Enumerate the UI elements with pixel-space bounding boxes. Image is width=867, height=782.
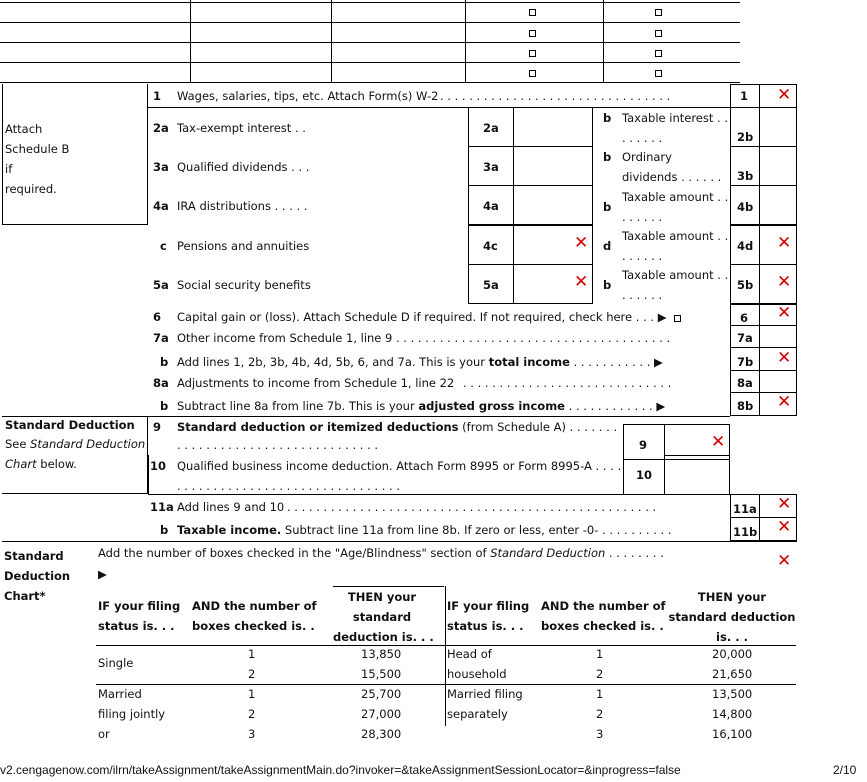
chart-head-then-2: THEN your standard deduction is. . . (668, 590, 796, 644)
line-4d-error-icon: ✕ (777, 233, 792, 253)
chart-error-icon: ✕ (777, 551, 792, 571)
line-1-error-icon: ✕ (777, 85, 792, 105)
standard-deduction-below: Chart below. (5, 457, 77, 471)
line-2b-letter: b (603, 111, 612, 125)
line-5b-letter: b (603, 278, 612, 292)
line-10-label: Qualified business income deduction. Attach Form 8995 or Form 8995-A . . . . (177, 459, 622, 473)
dependent-checkbox[interactable] (655, 30, 662, 37)
dependent-checkbox[interactable] (655, 50, 662, 57)
dependent-checkbox[interactable] (529, 70, 536, 77)
line-10-box-label: 10 (636, 468, 653, 482)
line-4c-box-label: 4c (483, 239, 498, 253)
line-5a-label: Social security benefits (177, 278, 311, 292)
chart-head-boxes: AND the number of boxes checked is. . (192, 599, 317, 633)
line-2a-label: Tax-exempt interest . . (177, 121, 306, 135)
line-8a-input[interactable] (759, 370, 797, 393)
line-3b-label-2: dividends . . . . . . (622, 170, 722, 184)
line-3b-box-label: 3b (737, 169, 754, 183)
line-11a-label: Add lines 9 and 10 (177, 500, 285, 514)
line-4c-number: c (160, 239, 167, 253)
line-2a-input[interactable] (513, 107, 593, 147)
line-7a-input[interactable] (759, 325, 797, 348)
dependent-checkbox[interactable] (529, 50, 536, 57)
attach-note-text: Attach Schedule B if required. (5, 122, 70, 196)
line-1-box-label: 1 (740, 89, 749, 103)
line-10-number: 10 (150, 459, 167, 473)
line-4b-box-label: 4b (737, 200, 754, 214)
line-11a-number: 11a (150, 500, 174, 514)
line-4b-label: Taxable amount . . (622, 190, 729, 204)
line-2a-number: 2a (153, 121, 169, 135)
dependent-checkbox[interactable] (655, 9, 662, 16)
dependent-checkbox[interactable] (655, 70, 662, 77)
line-5b-label: Taxable amount . . (622, 268, 729, 282)
line-11a-error-icon: ✕ (777, 494, 792, 514)
line-6-checkbox[interactable] (674, 315, 681, 322)
line-1-label: Wages, salaries, tips, etc. Attach Form(s) W-2 (177, 89, 439, 103)
page-url: v2.cengagenow.com/ilrn/takeAssignment/takeAssignmentMain.do?invoker=&takeAssignmentSessionLocator=&inprogress=false (0, 763, 681, 777)
line-3b-input[interactable] (759, 146, 797, 186)
line-3b-label-1: Ordinary (622, 150, 672, 164)
line-1-number: 1 (153, 89, 162, 103)
line-7b-box-label: 7b (737, 355, 754, 369)
line-11b-label: Taxable income. Subtract line 11a from line 8b. If zero or less, enter -0- . . . . . . . . . . (177, 523, 672, 537)
line-8b-box-label: 8b (737, 399, 754, 413)
line-9-box-label: 9 (639, 438, 648, 452)
line-3a-label: Qualified dividends . . . (177, 160, 310, 174)
line-3b-letter: b (603, 150, 612, 164)
standard-deduction-see: See Standard Deduction (5, 437, 146, 451)
line-6-box-label: 6 (740, 311, 749, 325)
line-4a-label: IRA distributions . . . . . (177, 199, 308, 213)
line-11a-box-label: 11a (733, 502, 757, 516)
line-8b-number: b (160, 399, 169, 413)
line-4d-letter: d (603, 239, 612, 253)
line-6-number: 6 (153, 310, 162, 324)
line-2b-label: Taxable interest . . (622, 111, 728, 125)
chart-head-then: THEN your standard deduction is. . . (333, 590, 434, 644)
chart-head-boxes-2: AND the number of boxes checked is. . (541, 599, 666, 633)
line-8a-box-label: 8a (737, 376, 753, 390)
line-9-label: Standard deduction or itemized deductions (from Schedule A) . . . . . . . (177, 420, 618, 434)
line-7a-label: Other income from Schedule 1, line 9 (177, 331, 393, 345)
line-5a-number: 5a (153, 278, 169, 292)
standard-deduction-title: Standard Deduction (5, 418, 135, 432)
line-2b-box-label: 2b (737, 130, 754, 144)
chart-head-status: IF your filing status is. . . (98, 599, 181, 633)
chart-head-status-2: IF your filing status is. . . (447, 599, 530, 633)
line-9-number: 9 (153, 420, 162, 434)
line-4c-error-icon: ✕ (574, 233, 589, 253)
page-number: 2/10 (833, 763, 857, 777)
line-11b-number: b (160, 523, 169, 537)
line-2b-input[interactable] (759, 107, 797, 147)
line-2a-box-label: 2a (483, 121, 499, 135)
chart-arrow: ▶ (98, 567, 107, 581)
line-6-error-icon: ✕ (777, 303, 792, 323)
line-4a-number: 4a (153, 199, 169, 213)
line-11b-box-label: 11b (733, 525, 758, 539)
line-4c-label: Pensions and annuities (177, 239, 310, 253)
line-11b-error-icon: ✕ (777, 517, 792, 537)
line-3a-input[interactable] (513, 146, 593, 186)
line-10-input[interactable] (664, 455, 730, 495)
line-4a-input[interactable] (513, 185, 593, 225)
line-5b-error-icon: ✕ (777, 272, 792, 292)
line-7b-number: b (160, 355, 169, 369)
line-5a-box-label: 5a (483, 278, 499, 292)
line-8b-error-icon: ✕ (777, 392, 792, 412)
line-8a-label: Adjustments to income from Schedule 1, line 22 (177, 376, 455, 390)
line-5b-box-label: 5b (737, 278, 754, 292)
line-4d-box-label: 4d (737, 239, 754, 253)
line-7a-number: 7a (153, 331, 169, 345)
line-4a-box-label: 4a (483, 199, 499, 213)
dependent-checkbox[interactable] (529, 30, 536, 37)
line-8a-number: 8a (153, 376, 169, 390)
line-4b-letter: b (603, 200, 612, 214)
line-6-label: Capital gain or (loss). Attach Schedule D if required. If not required, check here . . . ▶ (177, 310, 667, 324)
chart-title: Standard Deduction Chart* (4, 549, 71, 603)
line-4d-label: Taxable amount . . (622, 229, 729, 243)
line-5a-error-icon: ✕ (574, 272, 589, 292)
line-9-error-icon: ✕ (711, 432, 726, 452)
line-7b-error-icon: ✕ (777, 348, 792, 368)
line-8b-label: Subtract line 8a from line 7b. This is your adjusted gross income . . . . . . . . . . . . ▶ (177, 399, 666, 413)
line-3a-box-label: 3a (483, 160, 499, 174)
line-7b-label: Add lines 1, 2b, 3b, 4b, 4d, 5b, 6, and 7a. This is your total income . . . . . . . . . . . ▶ (177, 355, 663, 369)
line-4b-input[interactable] (759, 185, 797, 225)
line-3a-number: 3a (153, 160, 169, 174)
dependent-checkbox[interactable] (529, 9, 536, 16)
chart-instruction: Add the number of boxes checked in the "Age/Blindness" section of Standard Deduction . . . . . . . . (98, 546, 664, 560)
line-7a-box-label: 7a (737, 331, 753, 345)
